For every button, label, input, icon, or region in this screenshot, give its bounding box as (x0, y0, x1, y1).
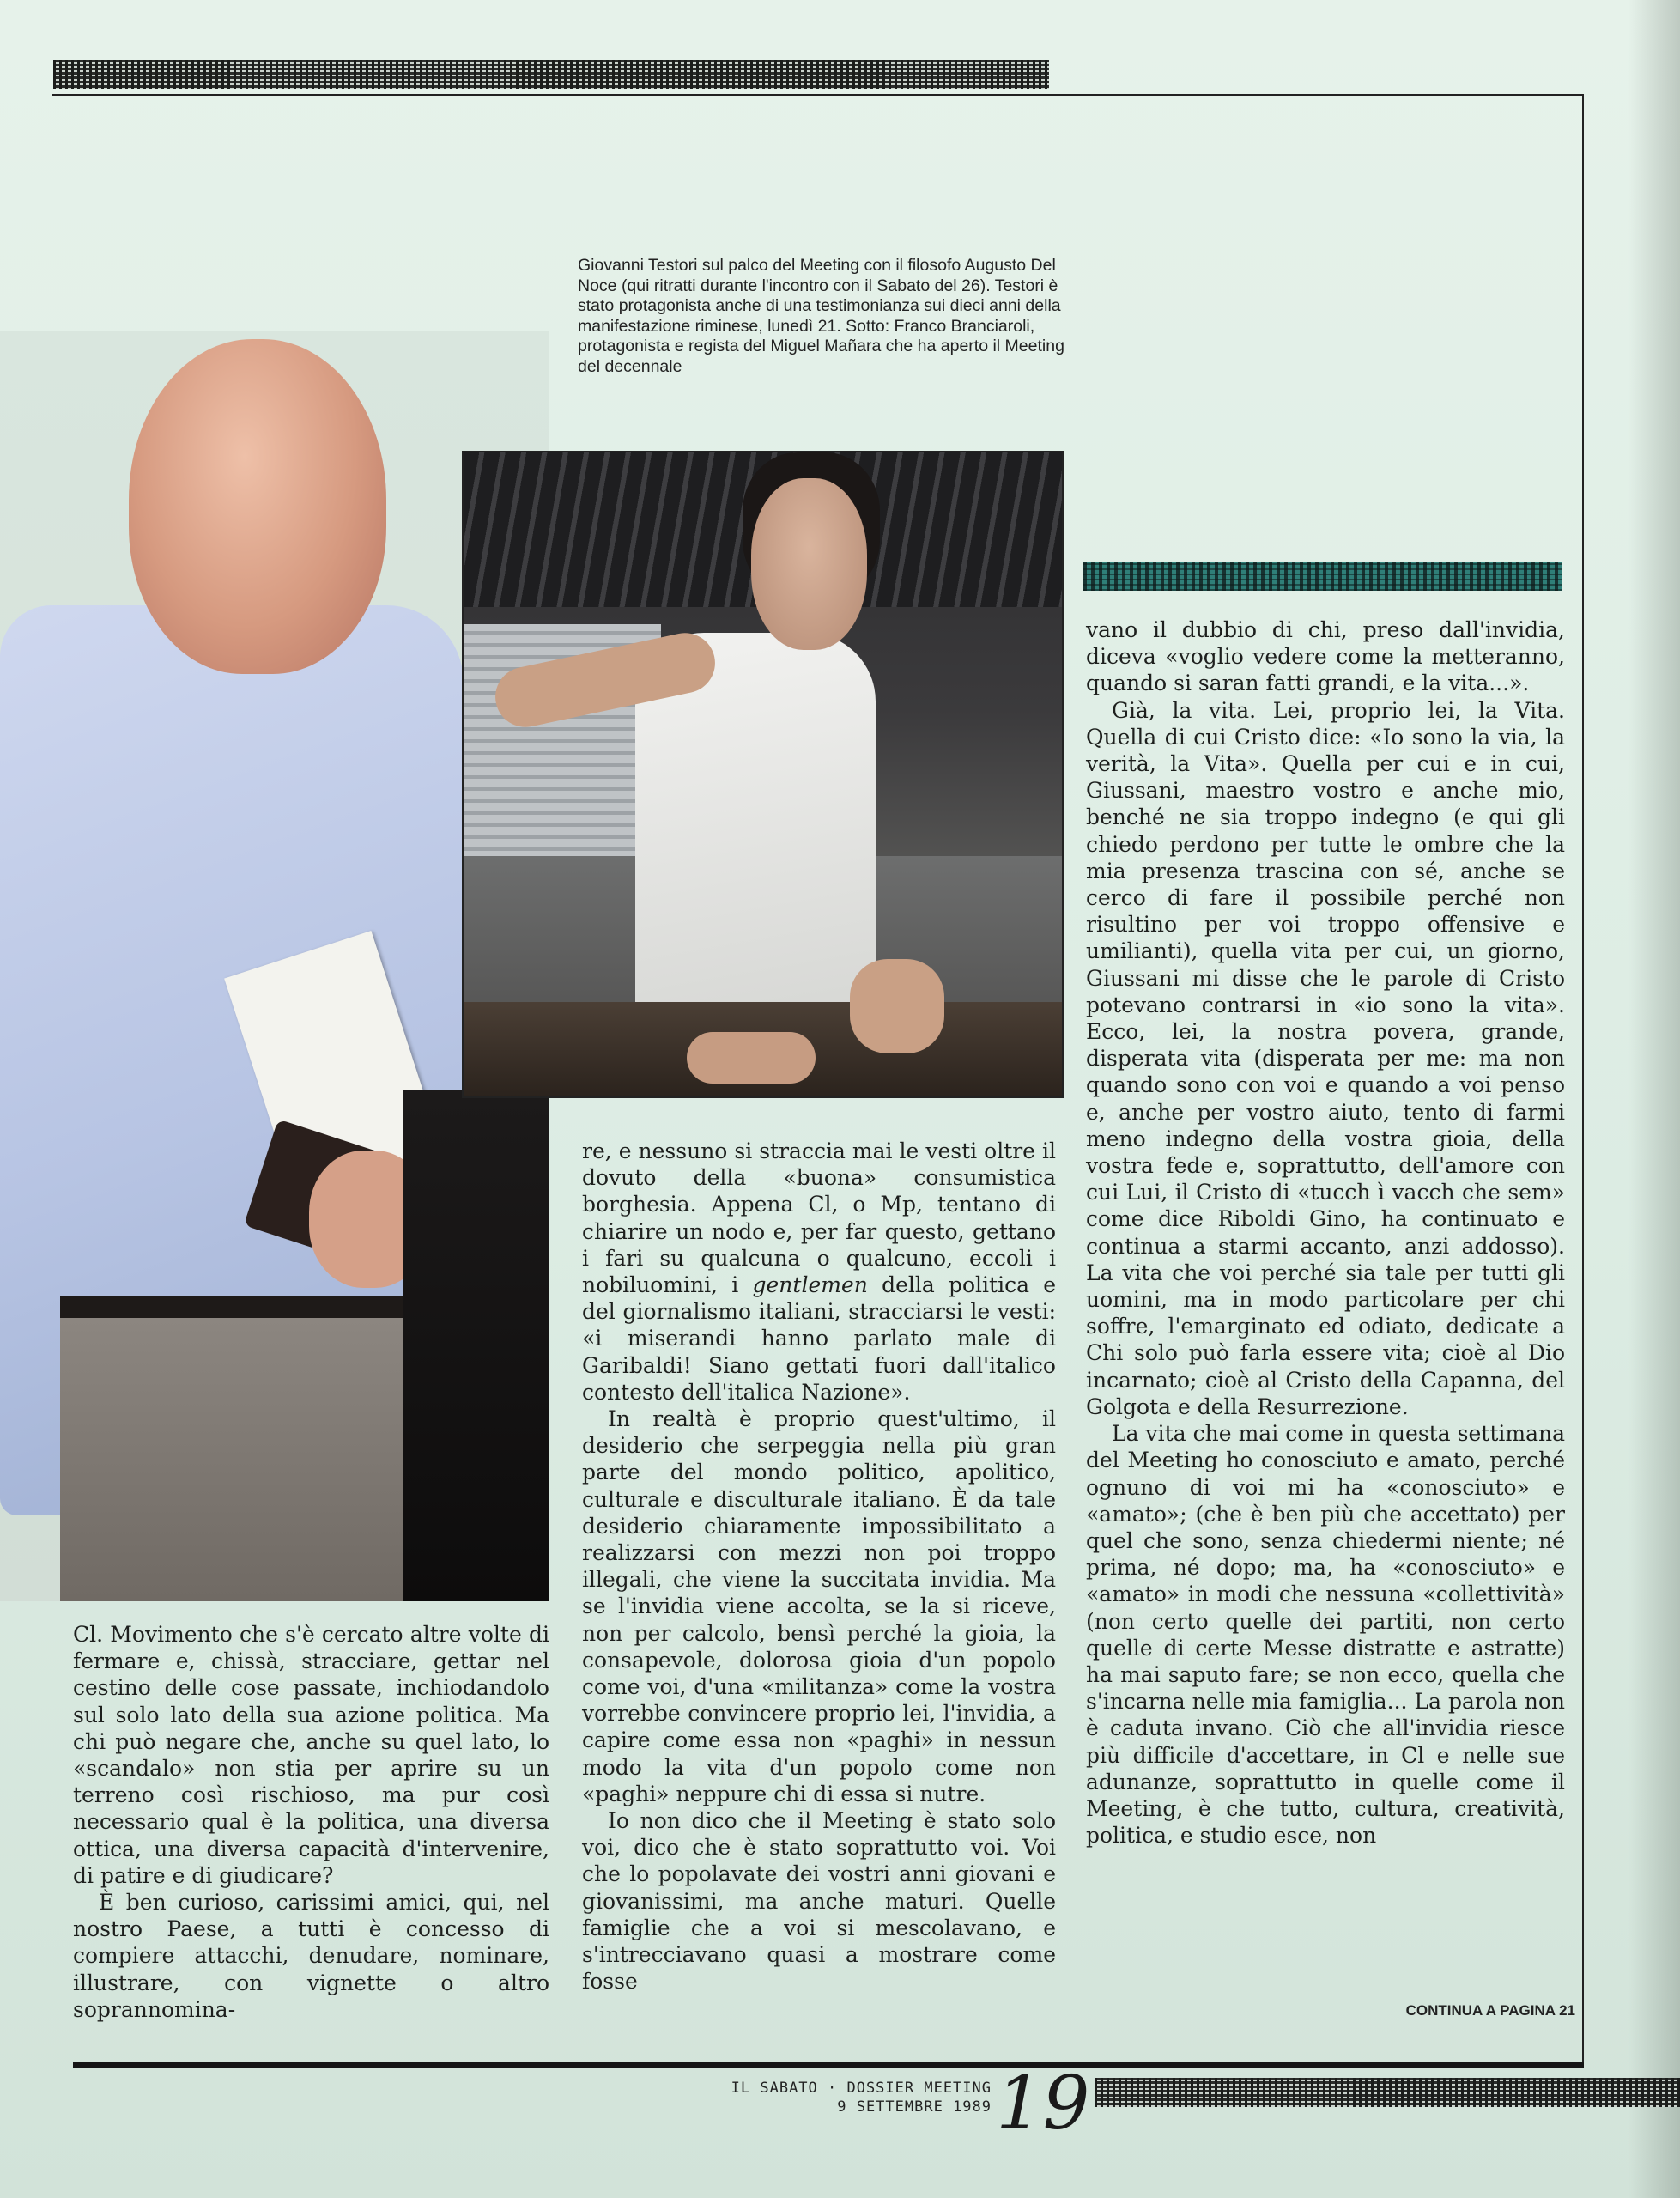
photo-franco-branciaroli (462, 451, 1064, 1098)
article-paragraph: vano il dubbio di chi, preso dall'invidia, diceva «voglio vedere come la metteranno, quando si saran fatti grandi, e la vita...». (1086, 617, 1565, 696)
italic-term: gentlemen (752, 1272, 868, 1298)
article-paragraph: In realtà è proprio quest'ultimo, il desiderio che serpeggia nella più gran parte del mondo politico, apolitico, culturale e disculturale italiano. È da tale desiderio chiaramente impossibilitato a realizzarsi con mezzi non poi troppo illegali, che viene la succitata invidia. Ma se l'invidia viene accolta, se la si riceve, non per calcolo, bensì perché la gioia, la consapevole, dolorosa gioia d'un popolo come voi, d'una «militanza» come la vostra vorrebbe convincere proprio lei, l'invidia, a capire come essa non «paghi» in nessun modo la vita d'un popolo come non «paghi» neppure chi di essa si nutre. (582, 1406, 1056, 1806)
photo-dark-figure (403, 1090, 549, 1601)
frame-rule-top (52, 94, 1584, 96)
decorative-band-bottom (1095, 2078, 1680, 2107)
article-paragraph: Io non dico che il Meeting è stato solo voi, dico che è stato soprattutto voi. Voi che lo popolavate dei vostri anni giovani e giovanissimi, ma anche maturi. Quelle famiglie che a voi si mescolavano, e s'intrecciavano quasi a mostrare come fosse (582, 1808, 1056, 1995)
frame-rule-bottom (73, 2062, 1584, 2068)
page-shadow (1628, 0, 1680, 2198)
decorative-band-top (53, 60, 1049, 89)
article-paragraph (582, 1138, 1056, 1406)
page-number: 19 (996, 2061, 1090, 2146)
footer-date: 9 SETTEMBRE 1989 (837, 2098, 992, 2116)
photo-hand (687, 1032, 816, 1084)
article-paragraph: Già, la vita. Lei, proprio lei, la Vita. Quella di cui Cristo dice: «Io sono la via, la verità, la Vita». Quella per cui e in cui, Giussani, maestro vostro e anche mio, benché ne sia troppo indegno (e qui gli chiedo perdono per tutte le ombre che la mia presenza trascina con sé, anche se cerco di fare il possibile perché non risultino per voi troppo offensive e umilianti), quella vita per cui, un giorno, Giussani mi disse che le parole di Cristo potevano contrarsi in «io sono la vita». Ecco, lei, la nostra povera, grande, disperata vita (disperata per me: ma non quando sono con voi e quando a voi penso e, anche per vostro aiuto, tento di farmi meno indegno della vostra gioia, della vostra fede e, soprattutto, dell'amore con cui Lui, il Cristo di «tucch ì vacch che sem» come dice Riboldi Gino, ha continuato e continua a starmi accanto, anzi addosso). La vita che voi perché sia tale per tutti gli uomini, ma in modo particolare per chi soffre, l'emarginato ed odiato, dedicate a Chi solo può farla essere vita; cioè al Dio incarnato; cioè al Cristo della Capanna, del Golgota e della Resurrezione. (1086, 697, 1565, 1419)
article-column-3 (1086, 616, 1565, 1849)
photo-trousers (60, 1318, 446, 1601)
page-footer (670, 2079, 992, 2116)
photo-forearm (850, 959, 944, 1053)
text-run: della politica e del giornalismo italiani, stracciarsi le vesti: «i miserandi hanno parlato male di Garibaldi! Siano gettati fuori dall'italico contesto dell'italica Nazione». (582, 1272, 1057, 1405)
article-column-2 (582, 1138, 1056, 1995)
photo-head (129, 339, 386, 674)
text-run: re, e nessuno si straccia mai le vesti oltre il dovuto della «buona» consumistica borghesia. Appena Cl, o Mp, tentano di chiarire un nodo e, per far questo, gettano i fari su qualcuna o qualcuno, eccoli i nobiluomini, i (582, 1138, 1056, 1298)
article-column-1 (73, 1621, 549, 2023)
frame-rule-right (1582, 94, 1584, 2062)
photo-caption: Giovanni Testori sul palco del Meeting con il filosofo Augusto Del Noce (qui ritratti durante l'incontro con il Sabato del 26). Testori è stato protagonista anche di una testimonianza sui dieci anni della manifestazione riminese, lunedì 21. Sotto: Franco Branciaroli, protagonista e regista del Miguel Mañara che ha aperto il Meeting del decennale (578, 256, 1064, 376)
article-paragraph: Cl. Movimento che s'è cercato altre volte di fermare e, chissà, stracciare, gettar nel cestino delle cose passate, inchiodandolo sul solo lato della sua azione politica. Ma chi può negare che, anche su quel lato, lo «scandalo» non stia per aprire su un terreno così rischioso, ma pur così necessario qual è la politica, una diversa ottica, una diversa capacità d'intervenire, di patire e di giudicare? (73, 1622, 549, 1888)
decorative-band-teal (1083, 562, 1562, 591)
photo-face (751, 478, 867, 650)
footer-publication: IL SABATO · DOSSIER MEETING (731, 2080, 992, 2097)
article-paragraph: La vita che mai come in questa settimana del Meeting ho conosciuto e amato, perché ognuno di voi mi ha «conosciuto» e «amato»; (che è ben più che accettato) per quel che sono, senza chiedermi niente; né prima, né dopo; ma, ha «conosciuto» e «amato» in modi che nessuna «collettività» (non certo quelle dei partiti, non certo quelle di certe Messe distratte e astratte) ha mai saputo fare; se non ecco, quella che s'incarna nelle mia famiglia... La parola non è caduta invano. Ciò che all'invidia riesce più difficile d'accettare, in Cl e nelle sue adunanze, soprattutto in quelle come il Meeting, è che tutto, cultura, creatività, politica, e studio esce, non (1086, 1421, 1565, 1849)
continued-on-page-note: CONTINUA A PAGINA 21 (1405, 2002, 1575, 2019)
article-paragraph: È ben curioso, carissimi amici, qui, nel nostro Paese, a tutti è concesso di compiere attacchi, denudare, nominare, illustrare, con vignette o altro soprannomina- (73, 1890, 549, 2022)
